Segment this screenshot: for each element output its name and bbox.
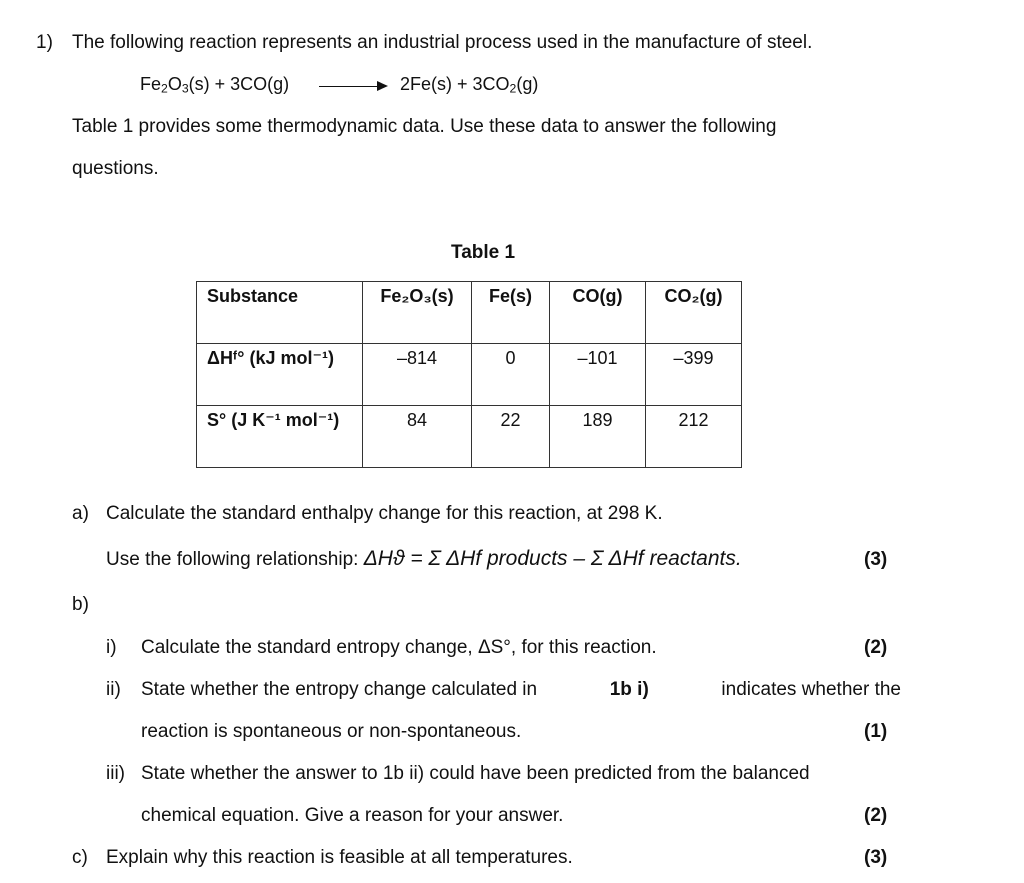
- table-intro: Table 1 provides some thermodynamic data. Use these data to answer the following: [72, 116, 777, 137]
- part-c-question: Explain why this reaction is feasible at all temperatures.: [106, 847, 573, 868]
- equation-reactants: $Fe_2O_3(s) + 3CO(g)$: [140, 74, 290, 96]
- table-header-row: [197, 282, 742, 344]
- header-substance: Substance: [197, 282, 363, 344]
- part-b-i-question: Calculate the standard entropy change, ΔS°, for this reaction.: [141, 637, 657, 658]
- table-intro-continued: questions.: [72, 158, 159, 179]
- thermodynamic-data-table: [196, 281, 742, 468]
- part-a-marks: (3): [864, 549, 888, 570]
- header-co: CO(g): [550, 282, 646, 344]
- part-b-ii-continued: reaction is spontaneous or non-spontaneous.: [141, 721, 522, 742]
- table-cell: 22: [472, 406, 550, 468]
- table-cell: 0: [472, 344, 550, 406]
- part-a-letter: a): [72, 503, 89, 524]
- table-cell: –399: [646, 344, 742, 406]
- part-a-question: Calculate the standard enthalpy change for this reaction, at 298 K.: [106, 503, 663, 524]
- header-fe2o3: Fe₂O₃(s): [363, 282, 472, 344]
- part-c-marks: (3): [864, 847, 888, 868]
- header-fe: Fe(s): [472, 282, 550, 344]
- part-b-iii-marks: (2): [864, 805, 888, 826]
- part-b-iii-continued: chemical equation. Give a reason for your answer.: [141, 805, 564, 826]
- table-row-entropy: [197, 406, 742, 468]
- row-label-entropy: S° (J K⁻¹ mol⁻¹): [197, 406, 363, 468]
- part-b-ii-question: State whether the entropy change calculated in 1b i) indicates whether the: [141, 679, 901, 700]
- table-cell: 212: [646, 406, 742, 468]
- part-b-i-marks: (2): [864, 637, 888, 658]
- part-b-i-number: i): [106, 637, 117, 658]
- question-intro: The following reaction represents an industrial process used in the manufacture of steel.: [72, 32, 813, 53]
- part-c-letter: c): [72, 847, 88, 868]
- equation-products: $2Fe(s) + 3CO_2(g)$: [400, 74, 539, 96]
- row-label-enthalpy: ΔHᶠ° (kJ mol⁻¹): [197, 344, 363, 406]
- table-cell: 189: [550, 406, 646, 468]
- table-cell: 84: [363, 406, 472, 468]
- part-b-ii-number: ii): [106, 679, 121, 700]
- table-caption: Table 1: [451, 242, 516, 263]
- part-a-relationship: Use the following relationship: ΔHϑ = Σ ΔHf products – Σ ΔHf reactants.: [106, 547, 742, 570]
- enthalpy-formula: ΔHϑ = Σ ΔHf products – Σ ΔHf reactants.: [363, 547, 742, 570]
- table-row-enthalpy: [197, 344, 742, 406]
- part-b-ii-marks: (1): [864, 721, 888, 742]
- table-cell: –101: [550, 344, 646, 406]
- question-number: 1): [36, 32, 53, 53]
- table-cell: –814: [363, 344, 472, 406]
- part-b-iii-number: iii): [106, 763, 125, 784]
- part-b-iii-question: State whether the answer to 1b ii) could have been predicted from the balanced: [141, 763, 810, 784]
- header-co2: CO₂(g): [646, 282, 742, 344]
- part-b-letter: b): [72, 594, 89, 615]
